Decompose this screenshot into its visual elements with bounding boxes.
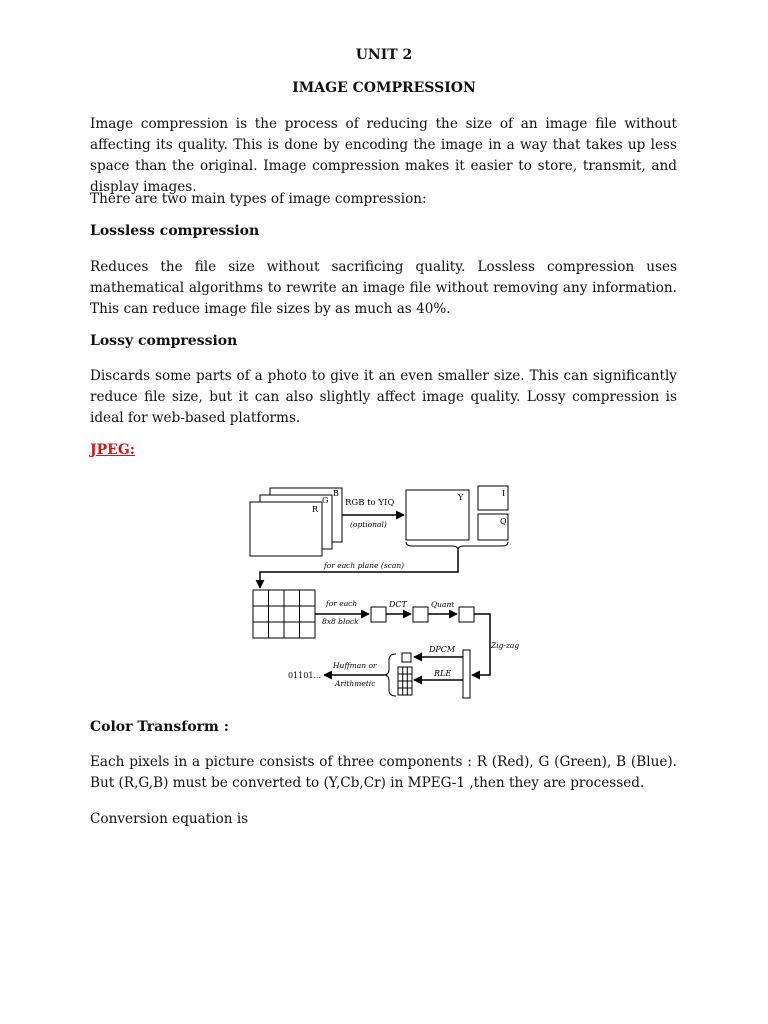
intro-paragraph: Image compression is the process of reducing the size of an image file without affecting its quality. This is done by encoding the image in a way that takes up less space than the original. Image compression makes it easier to store, transmit, and display images. xyxy=(90,116,677,195)
quant-input-box xyxy=(413,607,428,622)
label-q: Q xyxy=(500,517,507,526)
planes-brace xyxy=(406,542,508,550)
quant-label: Quant xyxy=(431,600,455,609)
zigzag-label: Zig-zag xyxy=(491,641,520,650)
dct-box xyxy=(371,607,386,622)
for-each-plane-label: for each plane (scan) xyxy=(324,561,405,570)
zigzag-arrow xyxy=(472,614,490,675)
types-paragraph: There are two main types of image compression: xyxy=(90,191,427,207)
dct-label: DCT xyxy=(389,600,407,609)
block-label: 8x8 block xyxy=(322,617,359,626)
label-r: R xyxy=(312,505,319,514)
color-transform-heading: Color Transform : xyxy=(90,719,229,735)
rle-grid xyxy=(398,667,412,695)
lossy-paragraph: Discards some parts of a photo to give it an even smaller size. This can significantly reduce file size, but it can also slightly affect image quality. Lossy compression is ideal for web-based platforms. xyxy=(90,368,677,426)
arithmetic-label: Arithmetic xyxy=(335,679,376,688)
label-i: I xyxy=(502,489,506,498)
dpcm-label: DPCM xyxy=(429,645,456,654)
coefficient-bar xyxy=(463,650,470,698)
color-transform-paragraph: Each pixels in a picture consists of three components : R (Red), G (Green), B (Blue). But (R,G,B) must be converted to (Y,Cb,Cr) in MPEG-1 ,then they are processed. xyxy=(90,754,677,791)
dpcm-box xyxy=(402,653,411,662)
optional-label: (optional) xyxy=(350,520,387,529)
lossy-heading: Lossy compression xyxy=(90,333,238,349)
lossless-paragraph: Reduces the file size without sacrificing quality. Lossless compression uses mathematical algorithms to rewrite an image file without removing any information. This can reduce image file sizes by as much as 40%. xyxy=(90,259,677,317)
unit-title: UNIT 2 xyxy=(355,47,413,63)
jpeg-heading: JPEG: xyxy=(90,442,135,458)
label-y: Y xyxy=(458,493,464,502)
jpeg-pipeline-diagram xyxy=(240,478,530,708)
label-b: B xyxy=(333,489,339,498)
rle-label: RLE xyxy=(434,669,452,678)
conversion-text: Conversion equation is xyxy=(90,811,249,827)
block-grid xyxy=(253,590,315,638)
output-bits-label: 01101... xyxy=(288,671,322,680)
for-each-label: for each xyxy=(326,599,358,608)
quant-output-box xyxy=(459,607,474,622)
label-g: G xyxy=(322,496,329,505)
huffman-label: Huffman or xyxy=(333,661,377,670)
rgb-to-yiq-label: RGB to YIQ xyxy=(345,498,395,508)
lossless-heading: Lossless compression xyxy=(90,223,260,239)
page-title: IMAGE COMPRESSION xyxy=(292,80,476,96)
entropy-brace xyxy=(384,654,396,696)
